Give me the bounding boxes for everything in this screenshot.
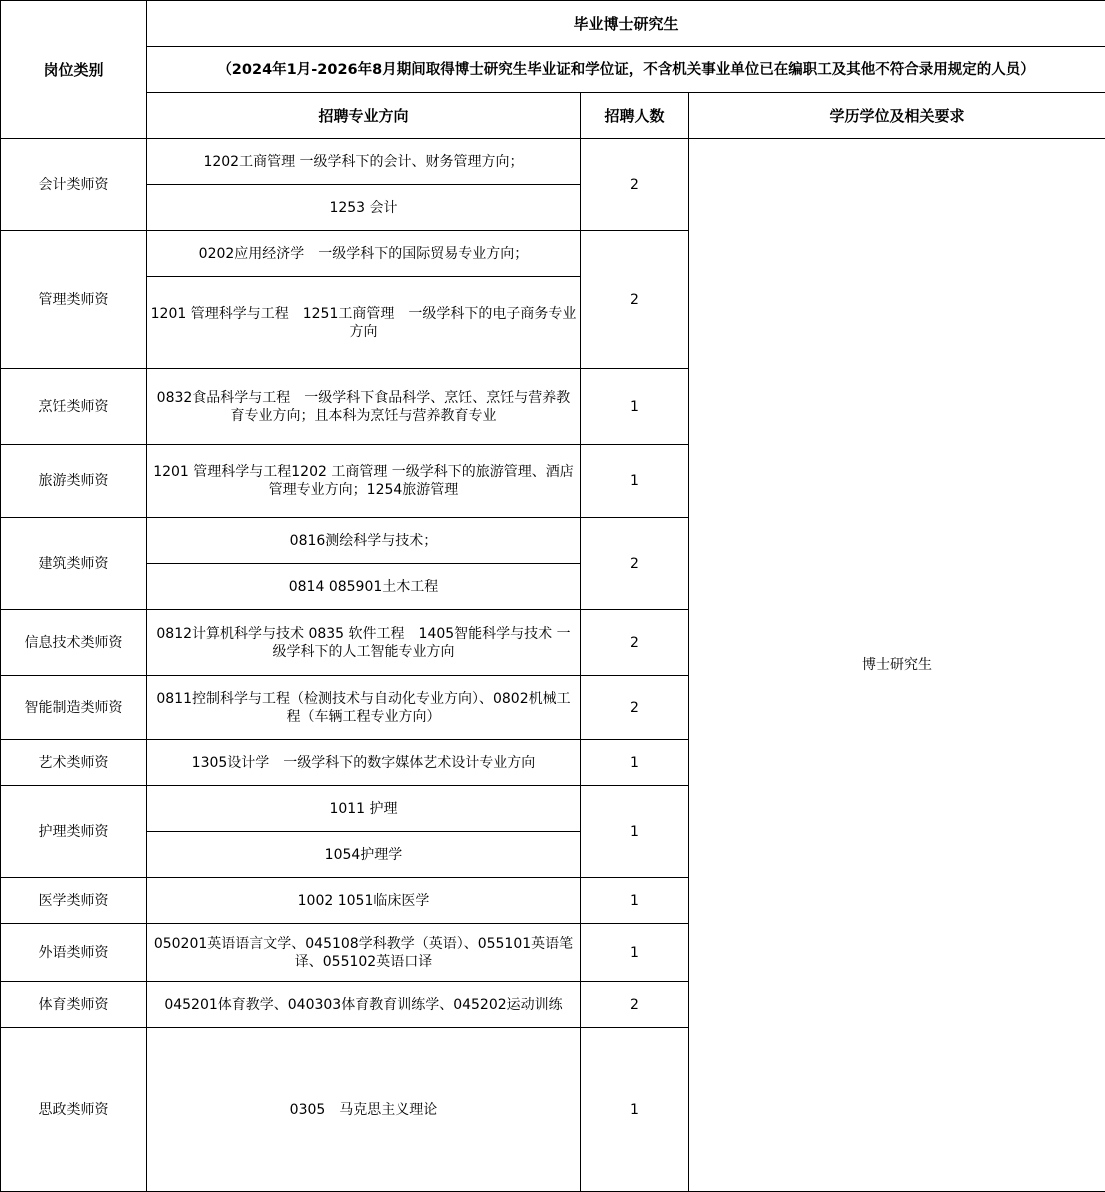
header-group-title: 毕业博士研究生 [147, 1, 1105, 47]
shared-requirement-cell: 博士研究生 [689, 139, 1105, 1192]
count-cell: 2 [581, 231, 689, 369]
major-cell: 0812计算机科学与技术 0835 软件工程 1405智能科学与技术 一级学科下的人工智能专业方向 [147, 610, 581, 676]
count-cell: 2 [581, 982, 689, 1028]
category-cell: 智能制造类师资 [1, 676, 147, 740]
category-cell: 艺术类师资 [1, 740, 147, 786]
major-cell: 1305设计学 一级学科下的数字媒体艺术设计专业方向 [147, 740, 581, 786]
count-cell: 1 [581, 740, 689, 786]
count-cell: 2 [581, 518, 689, 610]
header-col-major: 招聘专业方向 [147, 93, 581, 139]
count-cell: 1 [581, 878, 689, 924]
major-cell: 045201体育教学、040303体育教育训练学、045202运动训练 [147, 982, 581, 1028]
count-cell: 1 [581, 786, 689, 878]
major-cell: 0816测绘科学与技术； [147, 518, 581, 564]
header-group-note: （2024年1月-2026年8月期间取得博士研究生毕业证和学位证，不含机关事业单位已在编职工及其他不符合录用规定的人员） [147, 47, 1105, 93]
major-cell: 050201英语语言文学、045108学科教学（英语）、055101英语笔译、055102英语口译 [147, 924, 581, 982]
category-cell: 建筑类师资 [1, 518, 147, 610]
major-cell: 1201 管理科学与工程1202 工商管理 一级学科下的旅游管理、酒店管理专业方向；1254旅游管理 [147, 445, 581, 518]
category-cell: 管理类师资 [1, 231, 147, 369]
count-cell: 1 [581, 1028, 689, 1192]
header-category: 岗位类别 [1, 1, 147, 139]
major-cell: 0832食品科学与工程 一级学科下食品科学、烹饪、烹饪与营养教育专业方向；且本科为烹饪与营养教育专业 [147, 369, 581, 445]
major-cell: 0305 马克思主义理论 [147, 1028, 581, 1192]
category-cell: 烹饪类师资 [1, 369, 147, 445]
count-cell: 2 [581, 676, 689, 740]
major-cell: 1202工商管理 一级学科下的会计、财务管理方向； [147, 139, 581, 185]
major-cell: 0202应用经济学 一级学科下的国际贸易专业方向； [147, 231, 581, 277]
count-cell: 1 [581, 369, 689, 445]
count-cell: 2 [581, 139, 689, 231]
category-cell: 思政类师资 [1, 1028, 147, 1192]
count-cell: 1 [581, 924, 689, 982]
category-cell: 旅游类师资 [1, 445, 147, 518]
category-cell: 医学类师资 [1, 878, 147, 924]
count-cell: 2 [581, 610, 689, 676]
header-col-requirement: 学历学位及相关要求 [689, 93, 1105, 139]
category-cell: 体育类师资 [1, 982, 147, 1028]
category-cell: 会计类师资 [1, 139, 147, 231]
major-cell: 1011 护理 [147, 786, 581, 832]
major-cell: 1054护理学 [147, 832, 581, 878]
major-cell: 1253 会计 [147, 185, 581, 231]
header-col-count: 招聘人数 [581, 93, 689, 139]
table-row [1, 139, 1105, 185]
category-cell: 外语类师资 [1, 924, 147, 982]
major-cell: 0814 085901土木工程 [147, 564, 581, 610]
count-cell: 1 [581, 445, 689, 518]
major-cell: 1002 1051临床医学 [147, 878, 581, 924]
major-cell: 0811控制科学与工程（检测技术与自动化专业方向）、0802机械工程（车辆工程专业方向） [147, 676, 581, 740]
category-cell: 信息技术类师资 [1, 610, 147, 676]
category-cell: 护理类师资 [1, 786, 147, 878]
major-cell: 1201 管理科学与工程 1251工商管理 一级学科下的电子商务专业方向 [147, 277, 581, 369]
